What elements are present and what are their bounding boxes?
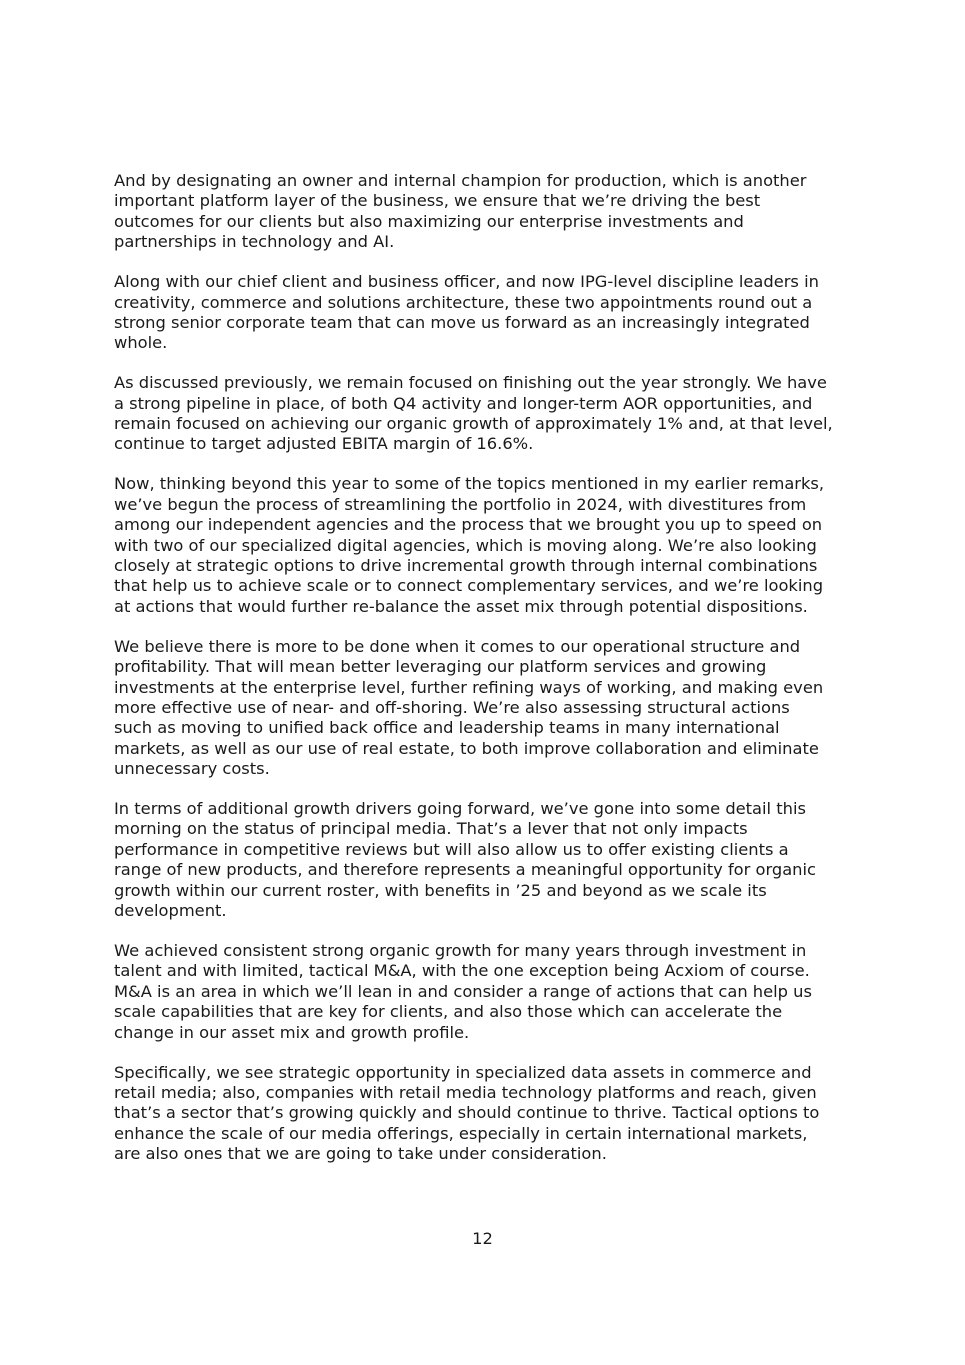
- paragraph-operational-structure: We believe there is more to be done when it comes to our operational structure and profitability. That will mean better leveraging our platform services and growing investments at the enterprise level, further refining ways of working, and making even more effective use of near- and off-shoring. We’re also assessing structural actions such as moving to unified back office and leadership teams in many international markets, as well as our use of real estate, to both improve collaboration and eliminate unnecessary costs.: [114, 636, 824, 779]
- paragraph-year-outlook: As discussed previously, we remain focused on finishing out the year strongly. We have a strong pipeline in place, of both Q4 activity and longer-term AOR opportunities, and remain focused on achieving our organic growth of approximately 1% and, at that level, continue to target adjusted EBITA margin of 16.6%.: [114, 373, 833, 454]
- paragraph-production-champion: And by designating an owner and internal champion for production, which is another important platform layer of the business, we ensure that we’re driving the best outcomes for our clients but also maximizing our enterprise investments and partnerships in technology and AI.: [114, 171, 807, 252]
- page-number: 12: [472, 1229, 493, 1248]
- paragraph-strategic-opportunity: Specifically, we see strategic opportunity in specialized data assets in commerce and retail media; also, companies with retail media technology platforms and reach, given that’s a sector that’s growing quickly and should continue to thrive. Tactical options to enhance the scale of our media offerings, especially in certain international markets, are also ones that we are going to take under consideration.: [114, 1062, 820, 1164]
- paragraph-principal-media: In terms of additional growth drivers going forward, we’ve gone into some detail this morning on the status of principal media. That’s a lever that not only impacts performance in competitive reviews but will also allow us to offer existing clients a range of new products, and therefore represents a meaningful opportunity for organic growth within our current roster, with benefits in ’25 and beyond as we scale its development.: [114, 799, 816, 921]
- page-body: [114, 171, 874, 1184]
- paragraph-m-and-a: We achieved consistent strong organic growth for many years through investment in talent and with limited, tactical M&A, with the one exception being Acxiom of course. M&A is an area in which we’ll lean in and consider a range of actions that can help us scale capabilities that are key for clients, and also those which can accelerate the change in our asset mix and growth profile.: [114, 941, 812, 1042]
- paragraph-portfolio-streamlining: Now, thinking beyond this year to some of the topics mentioned in my earlier remarks, we’ve begun the process of streamlining the portfolio in 2024, with divestitures from among our independent agencies and the process that we brought you up to speed on with two of our specialized digital agencies, which is moving along. We’re also looking closely at strategic options to drive incremental growth through internal combinations that help us to achieve scale or to connect complementary services, and we’re looking at actions that would further re-balance the asset mix through potential dispositions.: [114, 474, 825, 616]
- paragraph-senior-team: Along with our chief client and business officer, and now IPG-level discipline leaders in creativity, commerce and solutions architecture, these two appointments round out a strong senior corporate team that can move us forward as an increasingly integrated whole.: [114, 272, 819, 353]
